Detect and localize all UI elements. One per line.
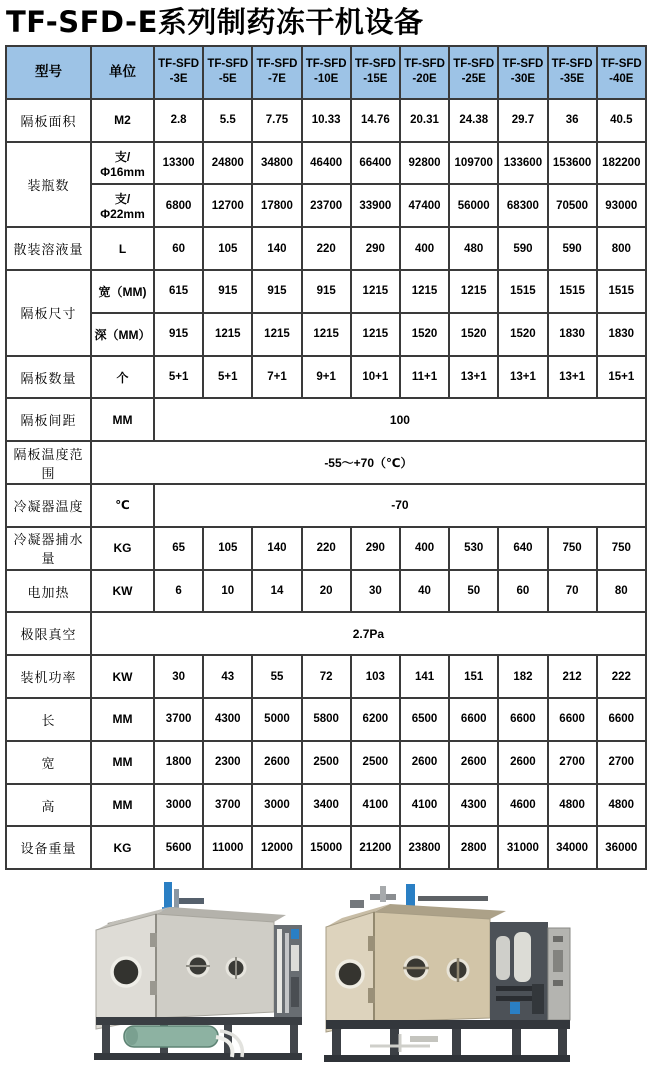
model-name-line1: TF-SFD bbox=[551, 57, 593, 70]
value-cell: 14.76 bbox=[351, 99, 400, 142]
value-cell: 915 bbox=[154, 313, 203, 356]
table-row bbox=[6, 698, 646, 741]
column-header-model-3 bbox=[252, 46, 301, 99]
value-cell: 6600 bbox=[548, 698, 597, 741]
unit-cell: KW bbox=[91, 655, 154, 698]
value-cell: 640 bbox=[498, 527, 547, 570]
value-cell: 153600 bbox=[548, 142, 597, 185]
value-cell: 1515 bbox=[548, 270, 597, 313]
value-cell: 5+1 bbox=[203, 356, 252, 399]
value-cell: 103 bbox=[351, 655, 400, 698]
value-cell: 400 bbox=[400, 527, 449, 570]
value-cell: 1215 bbox=[351, 270, 400, 313]
value-cell: 30 bbox=[154, 655, 203, 698]
column-header-model-10 bbox=[597, 46, 646, 99]
value-cell: 141 bbox=[400, 655, 449, 698]
value-cell: 36 bbox=[548, 99, 597, 142]
merged-value-cell: -55～+70（℃） bbox=[91, 441, 646, 484]
model-name-line2: -25E bbox=[461, 73, 486, 86]
value-cell: 17800 bbox=[252, 184, 301, 227]
table-row bbox=[6, 527, 646, 570]
row-label: 隔板数量 bbox=[6, 356, 91, 399]
column-header-model-8 bbox=[498, 46, 547, 99]
value-cell: 1520 bbox=[400, 313, 449, 356]
unit-cell: MM bbox=[91, 784, 154, 827]
value-cell: 2500 bbox=[302, 741, 351, 784]
model-name-line2: -20E bbox=[412, 73, 437, 86]
table-row bbox=[6, 741, 646, 784]
value-cell: 220 bbox=[302, 227, 351, 270]
model-name-line1: TF-SFD bbox=[502, 57, 544, 70]
value-cell: 5.5 bbox=[203, 99, 252, 142]
table-row bbox=[6, 655, 646, 698]
value-cell: 1520 bbox=[498, 313, 547, 356]
value-cell: 6600 bbox=[597, 698, 646, 741]
value-cell: 4300 bbox=[449, 784, 498, 827]
value-cell: 21200 bbox=[351, 826, 400, 869]
value-cell: 4100 bbox=[400, 784, 449, 827]
value-cell: 31000 bbox=[498, 826, 547, 869]
value-cell: 2800 bbox=[449, 826, 498, 869]
column-header-model-5 bbox=[351, 46, 400, 99]
merged-value-cell: -70 bbox=[154, 484, 646, 527]
value-cell: 46400 bbox=[302, 142, 351, 185]
value-cell: 23800 bbox=[400, 826, 449, 869]
table-row bbox=[6, 184, 646, 227]
row-label: 冷凝器捕水量 bbox=[6, 527, 91, 570]
value-cell: 40.5 bbox=[597, 99, 646, 142]
value-cell: 290 bbox=[351, 527, 400, 570]
value-cell: 80 bbox=[597, 570, 646, 613]
value-cell: 70500 bbox=[548, 184, 597, 227]
value-cell: 29.7 bbox=[498, 99, 547, 142]
value-cell: 24.38 bbox=[449, 99, 498, 142]
value-cell: 72 bbox=[302, 655, 351, 698]
freeze-dryer-photo-left bbox=[72, 881, 304, 1064]
model-name-line1: TF-SFD bbox=[158, 57, 200, 70]
value-cell: 11000 bbox=[203, 826, 252, 869]
value-cell: 2600 bbox=[400, 741, 449, 784]
table-row bbox=[6, 484, 646, 527]
column-header-model-1 bbox=[154, 46, 203, 99]
value-cell: 182 bbox=[498, 655, 547, 698]
spec-table bbox=[5, 45, 647, 870]
value-cell: 750 bbox=[597, 527, 646, 570]
row-label: 设备重量 bbox=[6, 826, 91, 869]
value-cell: 6800 bbox=[154, 184, 203, 227]
value-cell: 105 bbox=[203, 227, 252, 270]
model-name-line2: -5E bbox=[218, 73, 237, 86]
freeze-dryer-photo-right bbox=[310, 876, 578, 1064]
value-cell: 530 bbox=[449, 527, 498, 570]
machine-photos bbox=[0, 872, 650, 1064]
row-label: 装机功率 bbox=[6, 655, 91, 698]
unit-cell: L bbox=[91, 227, 154, 270]
value-cell: 6200 bbox=[351, 698, 400, 741]
value-cell: 66400 bbox=[351, 142, 400, 185]
value-cell: 40 bbox=[400, 570, 449, 613]
value-cell: 6500 bbox=[400, 698, 449, 741]
value-cell: 182200 bbox=[597, 142, 646, 185]
value-cell: 5000 bbox=[252, 698, 301, 741]
row-label: 冷凝器温度 bbox=[6, 484, 91, 527]
value-cell: 480 bbox=[449, 227, 498, 270]
value-cell: 2600 bbox=[498, 741, 547, 784]
value-cell: 4600 bbox=[498, 784, 547, 827]
unit-cell: KG bbox=[91, 826, 154, 869]
row-label: 电加热 bbox=[6, 570, 91, 613]
column-header-model-2 bbox=[203, 46, 252, 99]
model-name-line1: TF-SFD bbox=[305, 57, 347, 70]
model-name-line2: -3E bbox=[169, 73, 188, 86]
value-cell: 3000 bbox=[252, 784, 301, 827]
value-cell: 1215 bbox=[351, 313, 400, 356]
value-cell: 1515 bbox=[597, 270, 646, 313]
column-header-model-4 bbox=[302, 46, 351, 99]
value-cell: 3700 bbox=[154, 698, 203, 741]
value-cell: 800 bbox=[597, 227, 646, 270]
value-cell: 1830 bbox=[548, 313, 597, 356]
value-cell: 2.8 bbox=[154, 99, 203, 142]
value-cell: 133600 bbox=[498, 142, 547, 185]
table-row bbox=[6, 612, 646, 655]
value-cell: 12000 bbox=[252, 826, 301, 869]
unit-cell: KG bbox=[91, 527, 154, 570]
value-cell: 590 bbox=[548, 227, 597, 270]
column-header-model-7 bbox=[449, 46, 498, 99]
table-row bbox=[6, 142, 646, 185]
table-row bbox=[6, 313, 646, 356]
value-cell: 2600 bbox=[449, 741, 498, 784]
model-name-line1: TF-SFD bbox=[404, 57, 445, 70]
value-cell: 23700 bbox=[302, 184, 351, 227]
value-cell: 1520 bbox=[449, 313, 498, 356]
value-cell: 151 bbox=[449, 655, 498, 698]
model-name-line2: -15E bbox=[363, 73, 388, 86]
value-cell: 140 bbox=[252, 527, 301, 570]
model-name-line2: -7E bbox=[268, 73, 286, 86]
value-cell: 4800 bbox=[548, 784, 597, 827]
row-label: 长 bbox=[6, 698, 91, 741]
spec-table-body bbox=[6, 99, 646, 869]
model-name-line2: -30E bbox=[510, 73, 536, 86]
value-cell: 105 bbox=[203, 527, 252, 570]
value-cell: 6 bbox=[154, 570, 203, 613]
model-name-line1: TF-SFD bbox=[453, 57, 495, 70]
column-header-unit: 单位 bbox=[91, 46, 154, 99]
value-cell: 2500 bbox=[351, 741, 400, 784]
row-label: 高 bbox=[6, 784, 91, 827]
unit-cell: M2 bbox=[91, 99, 154, 142]
model-name-line1: TF-SFD bbox=[207, 57, 249, 70]
value-cell: 109700 bbox=[449, 142, 498, 185]
table-row bbox=[6, 356, 646, 399]
value-cell: 2300 bbox=[203, 741, 252, 784]
machinery-bay bbox=[490, 922, 548, 1020]
unit-cell: MM bbox=[91, 398, 154, 441]
value-cell: 6600 bbox=[498, 698, 547, 741]
model-name-line1: TF-SFD bbox=[354, 57, 396, 70]
value-cell: 20 bbox=[302, 570, 351, 613]
value-cell: 43 bbox=[203, 655, 252, 698]
unit-cell: MM bbox=[91, 698, 154, 741]
value-cell: 34800 bbox=[252, 142, 301, 185]
value-cell: 6600 bbox=[449, 698, 498, 741]
value-cell: 10+1 bbox=[351, 356, 400, 399]
value-cell: 9+1 bbox=[302, 356, 351, 399]
table-row bbox=[6, 227, 646, 270]
value-cell: 1830 bbox=[597, 313, 646, 356]
value-cell: 290 bbox=[351, 227, 400, 270]
value-cell: 400 bbox=[400, 227, 449, 270]
value-cell: 5+1 bbox=[154, 356, 203, 399]
unit-cell: 宽（MM) bbox=[91, 270, 154, 313]
value-cell: 3400 bbox=[302, 784, 351, 827]
table-row bbox=[6, 441, 646, 484]
column-header-model: 型号 bbox=[6, 46, 91, 99]
value-cell: 2600 bbox=[252, 741, 301, 784]
value-cell: 750 bbox=[548, 527, 597, 570]
row-label: 隔板面积 bbox=[6, 99, 91, 142]
value-cell: 13+1 bbox=[449, 356, 498, 399]
table-row bbox=[6, 570, 646, 613]
value-cell: 10 bbox=[203, 570, 252, 613]
value-cell: 1800 bbox=[154, 741, 203, 784]
value-cell: 590 bbox=[498, 227, 547, 270]
control-cabinet bbox=[548, 928, 570, 1020]
column-header-model-9 bbox=[548, 46, 597, 99]
value-cell: 10.33 bbox=[302, 99, 351, 142]
unit-cell: 深（MM） bbox=[91, 313, 154, 356]
value-cell: 220 bbox=[302, 527, 351, 570]
value-cell: 1215 bbox=[252, 313, 301, 356]
value-cell: 13+1 bbox=[498, 356, 547, 399]
value-cell: 60 bbox=[154, 227, 203, 270]
row-label: 装瓶数 bbox=[6, 142, 91, 228]
spec-table-header bbox=[6, 46, 646, 99]
merged-value-cell: 100 bbox=[154, 398, 646, 441]
value-cell: 3000 bbox=[154, 784, 203, 827]
header-row bbox=[6, 46, 646, 99]
value-cell: 915 bbox=[203, 270, 252, 313]
value-cell: 5800 bbox=[302, 698, 351, 741]
value-cell: 30 bbox=[351, 570, 400, 613]
value-cell: 1215 bbox=[400, 270, 449, 313]
row-label: 极限真空 bbox=[6, 612, 91, 655]
base-frame bbox=[324, 1020, 570, 1062]
value-cell: 1515 bbox=[498, 270, 547, 313]
model-name-line2: -35E bbox=[559, 73, 585, 86]
value-cell: 140 bbox=[252, 227, 301, 270]
page-title: TF-SFD-E系列制药冻干机设备 bbox=[6, 5, 424, 39]
merged-value-cell: 2.7Pa bbox=[91, 612, 646, 655]
value-cell: 615 bbox=[154, 270, 203, 313]
value-cell: 1215 bbox=[302, 313, 351, 356]
table-row bbox=[6, 784, 646, 827]
model-name-line2: -10E bbox=[314, 73, 339, 86]
value-cell: 13300 bbox=[154, 142, 203, 185]
value-cell: 93000 bbox=[597, 184, 646, 227]
row-label: 散装溶液量 bbox=[6, 227, 91, 270]
row-label: 隔板尺寸 bbox=[6, 270, 91, 356]
unit-cell: 个 bbox=[91, 356, 154, 399]
value-cell: 70 bbox=[548, 570, 597, 613]
row-label: 隔板间距 bbox=[6, 398, 91, 441]
value-cell: 24800 bbox=[203, 142, 252, 185]
value-cell: 15+1 bbox=[597, 356, 646, 399]
machinery-rack bbox=[274, 925, 302, 1017]
value-cell: 15000 bbox=[302, 826, 351, 869]
table-row bbox=[6, 270, 646, 313]
row-label: 宽 bbox=[6, 741, 91, 784]
value-cell: 20.31 bbox=[400, 99, 449, 142]
value-cell: 7+1 bbox=[252, 356, 301, 399]
value-cell: 222 bbox=[597, 655, 646, 698]
column-header-model-6 bbox=[400, 46, 449, 99]
model-name-line1: TF-SFD bbox=[600, 57, 642, 70]
value-cell: 7.75 bbox=[252, 99, 301, 142]
value-cell: 915 bbox=[302, 270, 351, 313]
value-cell: 50 bbox=[449, 570, 498, 613]
value-cell: 47400 bbox=[400, 184, 449, 227]
table-row bbox=[6, 99, 646, 142]
value-cell: 4800 bbox=[597, 784, 646, 827]
value-cell: 55 bbox=[252, 655, 301, 698]
value-cell: 3700 bbox=[203, 784, 252, 827]
value-cell: 212 bbox=[548, 655, 597, 698]
value-cell: 13+1 bbox=[548, 356, 597, 399]
value-cell: 2700 bbox=[548, 741, 597, 784]
value-cell: 92800 bbox=[400, 142, 449, 185]
value-cell: 1215 bbox=[203, 313, 252, 356]
value-cell: 14 bbox=[252, 570, 301, 613]
value-cell: 2700 bbox=[597, 741, 646, 784]
value-cell: 56000 bbox=[449, 184, 498, 227]
unit-cell: KW bbox=[91, 570, 154, 613]
table-row bbox=[6, 398, 646, 441]
value-cell: 36000 bbox=[597, 826, 646, 869]
value-cell: 60 bbox=[498, 570, 547, 613]
unit-cell: 支/Φ16mm bbox=[91, 142, 154, 185]
value-cell: 65 bbox=[154, 527, 203, 570]
value-cell: 12700 bbox=[203, 184, 252, 227]
unit-cell: ℃ bbox=[91, 484, 154, 527]
value-cell: 5600 bbox=[154, 826, 203, 869]
value-cell: 4300 bbox=[203, 698, 252, 741]
value-cell: 11+1 bbox=[400, 356, 449, 399]
value-cell: 68300 bbox=[498, 184, 547, 227]
unit-cell: MM bbox=[91, 741, 154, 784]
model-name-line2: -40E bbox=[609, 73, 634, 86]
value-cell: 4100 bbox=[351, 784, 400, 827]
value-cell: 34000 bbox=[548, 826, 597, 869]
table-row bbox=[6, 826, 646, 869]
value-cell: 1215 bbox=[449, 270, 498, 313]
value-cell: 33900 bbox=[351, 184, 400, 227]
value-cell: 915 bbox=[252, 270, 301, 313]
row-label: 隔板温度范围 bbox=[6, 441, 91, 484]
unit-cell: 支/Φ22mm bbox=[91, 184, 154, 227]
model-name-line1: TF-SFD bbox=[256, 57, 298, 70]
